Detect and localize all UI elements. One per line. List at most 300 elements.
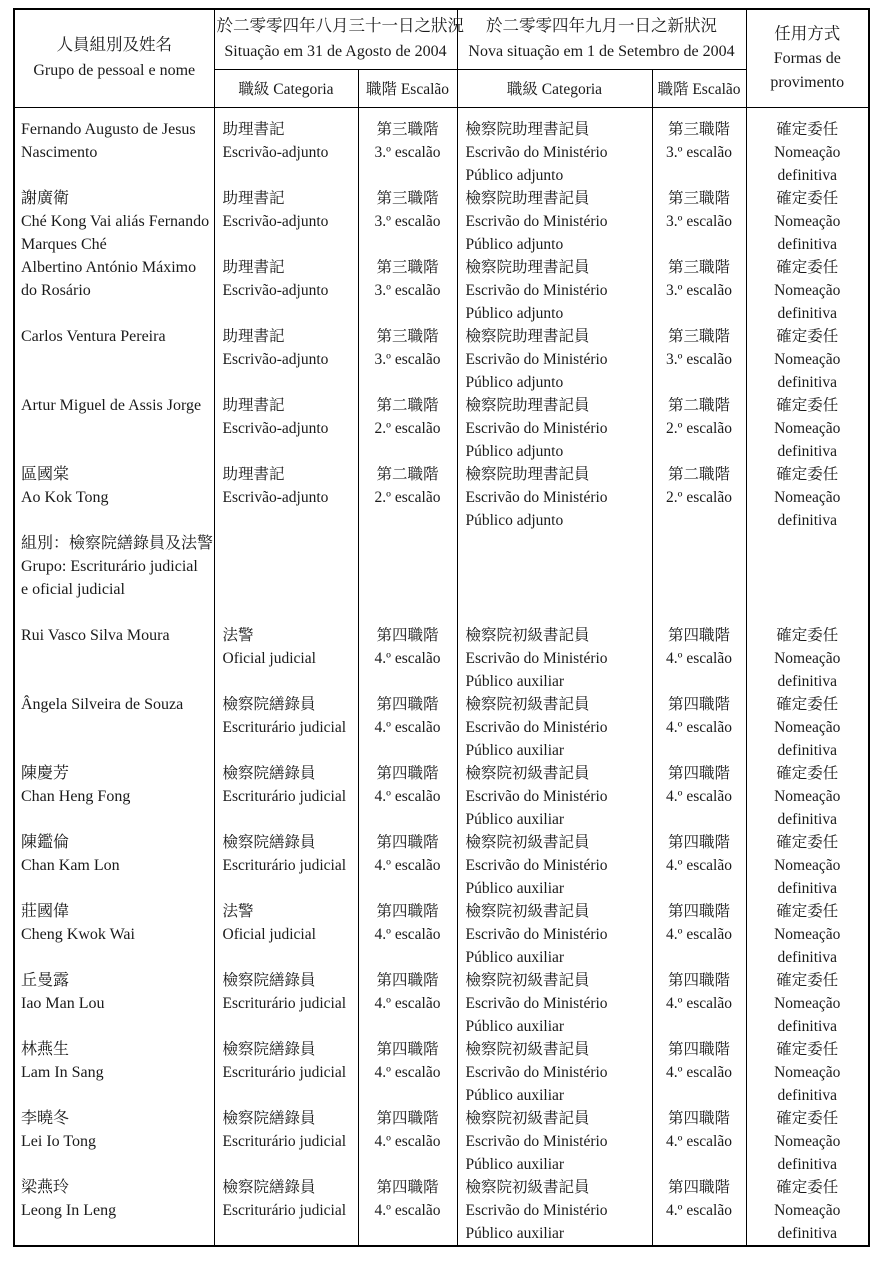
cell-line: 第四職階 (667, 1178, 730, 1196)
cell-line: 4.º escalão (374, 1132, 441, 1150)
cell-line: 4.º escalão (666, 649, 732, 667)
cell-line: 組別：檢察院繕錄員及法警 (21, 534, 214, 552)
cell-line: definitiva (777, 166, 837, 184)
cell-line: 第三職階 (376, 327, 439, 345)
cell-line: 4.º escalão (374, 856, 441, 874)
cell-line: Escrivão-adjunto (222, 143, 329, 161)
cell-line: Ao Kok Tong (21, 488, 109, 506)
formas-cell (746, 624, 869, 693)
cell-line: 3.º escalão (374, 281, 441, 299)
cell-line: 2.º escalão (374, 419, 441, 437)
cell-line: Leong In Leng (21, 1201, 117, 1219)
cell-line: Oficial judicial (222, 649, 316, 667)
table-row (14, 831, 869, 900)
cell-line: 3.º escalão (374, 143, 441, 161)
cell-line: 確定委任 (776, 764, 839, 782)
cell-line: 檢察院繕錄員 (222, 695, 316, 713)
cell-line: 確定委任 (776, 833, 839, 851)
cell-line: Público adjunto (465, 442, 564, 460)
header-old-situation-pt: Situação em 31 de Agosto de 2004 (224, 43, 447, 61)
table-row (14, 187, 869, 256)
cell-line: definitiva (777, 1224, 837, 1242)
cell-line: 檢察院初級書記員 (465, 695, 590, 713)
cell-line: Chan Heng Fong (21, 787, 131, 805)
cell-line: 檢察院初級書記員 (465, 764, 590, 782)
new-escalao-cell (652, 463, 746, 532)
cell-line: 4.º escalão (666, 1201, 732, 1219)
name-cell (14, 256, 214, 325)
cell-line: Carlos Ventura Pereira (21, 327, 166, 345)
cell-line: Ângela Silveira de Souza (21, 695, 184, 713)
cell-line: 確定委任 (776, 189, 839, 207)
cell-line: Escrivão do Ministério (465, 1201, 608, 1219)
cell-line: 第四職階 (667, 902, 730, 920)
cell-line: 4.º escalão (374, 718, 441, 736)
cell-line: 第四職階 (376, 1178, 439, 1196)
name-cell (14, 325, 214, 394)
new-categoria-cell (457, 325, 652, 394)
name-cell (14, 532, 214, 624)
cell-line: 第二職階 (376, 396, 439, 414)
cell-line: 第四職階 (376, 1040, 439, 1058)
old-escalao-cell (358, 762, 457, 831)
table-row (14, 624, 869, 693)
cell-line: 4.º escalão (374, 649, 441, 667)
cell-line: 助理書記 (222, 327, 285, 345)
cell-line: Público adjunto (465, 304, 564, 322)
table-row (14, 107, 869, 187)
header-new-situation-zh: 於二零零四年九月一日之新狀況 (486, 16, 717, 36)
cell-line: 第四職階 (667, 626, 730, 644)
formas-cell (746, 187, 869, 256)
old-categoria-cell (214, 532, 358, 624)
cell-line: Escrivão do Ministério (465, 1132, 608, 1150)
new-categoria-cell (457, 463, 652, 532)
cell-line: Nomeação (774, 1201, 841, 1219)
cell-line: Lam In Sang (21, 1063, 104, 1081)
cell-line: 檢察院初級書記員 (465, 971, 590, 989)
cell-line: Nomeação (774, 419, 841, 437)
old-escalao-cell (358, 1176, 457, 1246)
cell-line: Escriturário judicial (222, 718, 347, 736)
formas-cell (746, 1176, 869, 1246)
old-escalao-cell (358, 1038, 457, 1107)
cell-line: Público auxiliar (465, 1017, 565, 1035)
cell-line: definitiva (777, 1017, 837, 1035)
cell-line: 檢察院初級書記員 (465, 1109, 590, 1127)
formas-cell (746, 325, 869, 394)
cell-line: Escrivão do Ministério (465, 419, 608, 437)
cell-line: Nomeação (774, 787, 841, 805)
cell-line: 4.º escalão (374, 925, 441, 943)
header-old-situation-zh: 於二零零四年八月三十一日之狀況 (216, 16, 464, 36)
new-categoria-cell (457, 256, 652, 325)
cell-line: 第三職階 (667, 258, 730, 276)
cell-line: 4.º escalão (666, 1063, 732, 1081)
cell-line: Nomeação (774, 718, 841, 736)
cell-line: Nomeação (774, 1063, 841, 1081)
cell-line: Nomeação (774, 281, 841, 299)
cell-line: definitiva (777, 304, 837, 322)
new-categoria-cell (457, 900, 652, 969)
cell-line: Público auxiliar (465, 1155, 565, 1173)
cell-line: 第三職階 (667, 120, 730, 138)
cell-line: 3.º escalão (374, 350, 441, 368)
cell-line: 確定委任 (776, 120, 839, 138)
subheader-new-categoria: 職級 Categoria (457, 69, 652, 107)
cell-line: 林燕生 (21, 1040, 70, 1058)
cell-line: 檢察院助理書記員 (465, 396, 590, 414)
old-escalao-cell (358, 969, 457, 1038)
cell-line: 第四職階 (376, 626, 439, 644)
cell-line: 第四職階 (376, 971, 439, 989)
name-cell (14, 187, 214, 256)
table-row (14, 325, 869, 394)
cell-line: 檢察院繕錄員 (222, 1178, 316, 1196)
formas-cell (746, 107, 869, 187)
new-categoria-cell (457, 762, 652, 831)
cell-line: 第四職階 (667, 695, 730, 713)
cell-line: Público auxiliar (465, 879, 565, 897)
header-formas-zh: 任用方式 (774, 24, 841, 44)
cell-line: do Rosário (21, 281, 91, 299)
cell-line: 4.º escalão (666, 925, 732, 943)
cell-line: Escrivão do Ministério (465, 143, 608, 161)
cell-line: Público auxiliar (465, 741, 565, 759)
cell-line: 陳鑑倫 (21, 833, 70, 851)
cell-line: 助理書記 (222, 258, 285, 276)
cell-line: 檢察院初級書記員 (465, 833, 590, 851)
cell-line: Ché Kong Vai aliás Fernando (21, 212, 210, 230)
cell-line: 第二職階 (376, 465, 439, 483)
cell-line: Público auxiliar (465, 1224, 565, 1242)
cell-line: 第三職階 (667, 189, 730, 207)
cell-line: Albertino António Máximo (21, 258, 197, 276)
cell-line: Escrivão do Ministério (465, 281, 608, 299)
old-escalao-cell (358, 394, 457, 463)
cell-line: 檢察院繕錄員 (222, 833, 316, 851)
cell-line: definitiva (777, 948, 837, 966)
old-escalao-cell (358, 831, 457, 900)
cell-line: Escriturário judicial (222, 856, 347, 874)
header-new-situation (457, 9, 746, 69)
old-categoria-cell (214, 1038, 358, 1107)
cell-line: 確定委任 (776, 396, 839, 414)
cell-line: 莊國偉 (21, 902, 70, 920)
old-categoria-cell (214, 969, 358, 1038)
cell-line: 4.º escalão (374, 1063, 441, 1081)
new-escalao-cell (652, 1107, 746, 1176)
cell-line: definitiva (777, 810, 837, 828)
new-categoria-cell (457, 831, 652, 900)
old-categoria-cell (214, 1107, 358, 1176)
cell-line: Lei Io Tong (21, 1132, 97, 1150)
new-escalao-cell (652, 394, 746, 463)
new-escalao-cell (652, 762, 746, 831)
cell-line: 2.º escalão (666, 488, 732, 506)
cell-line: 檢察院初級書記員 (465, 626, 590, 644)
old-escalao-cell (358, 256, 457, 325)
cell-line: 4.º escalão (666, 1132, 732, 1150)
cell-line: 法警 (222, 626, 254, 644)
old-escalao-cell (358, 107, 457, 187)
cell-line: 助理書記 (222, 189, 285, 207)
table-row (14, 900, 869, 969)
formas-cell (746, 1107, 869, 1176)
cell-line: 檢察院助理書記員 (465, 465, 590, 483)
new-escalao-cell (652, 325, 746, 394)
cell-line: 3.º escalão (666, 350, 732, 368)
cell-line: Cheng Kwok Wai (21, 925, 135, 943)
cell-line: Público auxiliar (465, 1086, 565, 1104)
cell-line: Público adjunto (465, 235, 564, 253)
name-cell (14, 969, 214, 1038)
cell-line: 檢察院初級書記員 (465, 1040, 590, 1058)
new-escalao-cell (652, 693, 746, 762)
cell-line: 檢察院助理書記員 (465, 189, 590, 207)
cell-line: 第四職階 (376, 1109, 439, 1127)
cell-line: Escriturário judicial (222, 994, 347, 1012)
cell-line: Chan Kam Lon (21, 856, 120, 874)
cell-line: 確定委任 (776, 1040, 839, 1058)
cell-line: 檢察院初級書記員 (465, 902, 590, 920)
old-categoria-cell (214, 624, 358, 693)
cell-line: 檢察院助理書記員 (465, 327, 590, 345)
cell-line: 4.º escalão (666, 787, 732, 805)
old-escalao-cell (358, 1107, 457, 1176)
cell-line: 2.º escalão (374, 488, 441, 506)
table-row (14, 1176, 869, 1246)
cell-line: Escrivão do Ministério (465, 994, 608, 1012)
cell-line: 第四職階 (667, 1040, 730, 1058)
cell-line: Artur Miguel de Assis Jorge (21, 396, 202, 414)
cell-line: Oficial judicial (222, 925, 316, 943)
cell-line: 2.º escalão (666, 419, 732, 437)
cell-line: definitiva (777, 741, 837, 759)
name-cell (14, 831, 214, 900)
new-categoria-cell (457, 187, 652, 256)
new-categoria-cell (457, 532, 652, 624)
cell-line: 4.º escalão (666, 856, 732, 874)
new-escalao-cell (652, 831, 746, 900)
cell-line: 助理書記 (222, 120, 285, 138)
cell-line: 檢察院繕錄員 (222, 764, 316, 782)
cell-line: 檢察院初級書記員 (465, 1178, 590, 1196)
cell-line: 李曉冬 (21, 1109, 70, 1127)
header-name-column (14, 9, 214, 107)
table-row (14, 1038, 869, 1107)
name-cell (14, 394, 214, 463)
cell-line: 第三職階 (376, 258, 439, 276)
old-categoria-cell (214, 394, 358, 463)
table-row (14, 256, 869, 325)
cell-line: Escrivão do Ministério (465, 350, 608, 368)
cell-line: 助理書記 (222, 396, 285, 414)
cell-line: Iao Man Lou (21, 994, 105, 1012)
formas-cell (746, 900, 869, 969)
cell-line: 4.º escalão (374, 1201, 441, 1219)
formas-cell (746, 1038, 869, 1107)
header-old-situation (214, 9, 464, 69)
cell-line: definitiva (777, 1086, 837, 1104)
cell-line: definitiva (777, 442, 837, 460)
new-categoria-cell (457, 394, 652, 463)
new-escalao-cell (652, 900, 746, 969)
cell-line: 第四職階 (667, 971, 730, 989)
header-formas-pt2: provimento (770, 74, 845, 92)
cell-line: Rui Vasco Silva Moura (21, 626, 170, 644)
new-escalao-cell (652, 187, 746, 256)
old-escalao-cell (358, 900, 457, 969)
header-name-pt: Grupo de pessoal e nome (33, 62, 196, 80)
cell-line: Escrivão do Ministério (465, 856, 608, 874)
cell-line: Público auxiliar (465, 948, 565, 966)
subheader-old-categoria: 職級 Categoria (214, 69, 358, 107)
cell-line: 第三職階 (376, 120, 439, 138)
subheader-new-escalao: 職階 Escalão (652, 69, 746, 107)
name-cell (14, 463, 214, 532)
cell-line: Escrivão-adjunto (222, 419, 329, 437)
formas-cell (746, 463, 869, 532)
cell-line: Escriturário judicial (222, 1201, 347, 1219)
old-categoria-cell (214, 107, 358, 187)
table-row (14, 394, 869, 463)
new-categoria-cell (457, 693, 652, 762)
cell-line: 第四職階 (376, 764, 439, 782)
formas-cell (746, 969, 869, 1038)
cell-line: definitiva (777, 1155, 837, 1173)
cell-line: definitiva (777, 511, 837, 529)
cell-line: 法警 (222, 902, 254, 920)
cell-line: Escrivão do Ministério (465, 649, 608, 667)
cell-line: Escriturário judicial (222, 1063, 347, 1081)
cell-line: definitiva (777, 235, 837, 253)
cell-line: 確定委任 (776, 971, 839, 989)
cell-line: Público adjunto (465, 166, 564, 184)
cell-line: Escriturário judicial (222, 787, 347, 805)
table-row (14, 463, 869, 532)
subheader-old-escalao: 職階 Escalão (358, 69, 457, 107)
cell-line: 檢察院助理書記員 (465, 258, 590, 276)
cell-line: 第四職階 (667, 764, 730, 782)
cell-line: Nomeação (774, 212, 841, 230)
cell-line: definitiva (777, 879, 837, 897)
table-header (14, 9, 869, 107)
cell-line: Nomeação (774, 649, 841, 667)
cell-line: 3.º escalão (666, 143, 732, 161)
cell-line: Nomeação (774, 994, 841, 1012)
old-categoria-cell (214, 187, 358, 256)
new-categoria-cell (457, 969, 652, 1038)
cell-line: Público adjunto (465, 373, 564, 391)
cell-line: 陳慶芳 (21, 764, 70, 782)
cell-line: 丘曼露 (21, 971, 70, 989)
old-escalao-cell (358, 624, 457, 693)
cell-line: Escrivão-adjunto (222, 212, 329, 230)
formas-cell (746, 532, 869, 624)
cell-line: Escrivão-adjunto (222, 281, 329, 299)
cell-line: 助理書記 (222, 465, 285, 483)
header-name-zh: 人員組別及姓名 (56, 35, 172, 55)
cell-line: 謝廣衛 (21, 189, 70, 207)
cell-line: Marques Ché (21, 235, 107, 253)
cell-line: 第四職階 (376, 902, 439, 920)
old-categoria-cell (214, 1176, 358, 1246)
cell-line: Escrivão do Ministério (465, 718, 608, 736)
old-escalao-cell (358, 532, 457, 624)
cell-line: Escriturário judicial (222, 1132, 347, 1150)
old-categoria-cell (214, 831, 358, 900)
cell-line: definitiva (777, 373, 837, 391)
table-body (14, 107, 869, 1246)
old-categoria-cell (214, 762, 358, 831)
old-escalao-cell (358, 693, 457, 762)
cell-line: 確定委任 (776, 695, 839, 713)
cell-line: 4.º escalão (666, 994, 732, 1012)
formas-cell (746, 693, 869, 762)
name-cell (14, 900, 214, 969)
old-categoria-cell (214, 256, 358, 325)
new-escalao-cell (652, 624, 746, 693)
cell-line: 確定委任 (776, 1109, 839, 1127)
name-cell (14, 693, 214, 762)
cell-line: Escrivão-adjunto (222, 350, 329, 368)
name-cell (14, 107, 214, 187)
cell-line: 第三職階 (376, 189, 439, 207)
table-row (14, 762, 869, 831)
cell-line: Escrivão do Ministério (465, 925, 608, 943)
cell-line: 第四職階 (376, 695, 439, 713)
cell-line: definitiva (777, 672, 837, 690)
table-row (14, 693, 869, 762)
cell-line: Público adjunto (465, 511, 564, 529)
cell-line: 檢察院繕錄員 (222, 971, 316, 989)
cell-line: Público auxiliar (465, 672, 565, 690)
cell-line: Fernando Augusto de Jesus (21, 120, 196, 138)
cell-line: 第三職階 (667, 327, 730, 345)
cell-line: Escrivão-adjunto (222, 488, 329, 506)
name-cell (14, 762, 214, 831)
cell-line: 第二職階 (667, 465, 730, 483)
cell-line: 區國棠 (21, 465, 70, 483)
cell-line: Nomeação (774, 1132, 841, 1150)
cell-line: 確定委任 (776, 465, 839, 483)
cell-line: Escrivão do Ministério (465, 488, 608, 506)
group-header-row (14, 532, 869, 624)
header-formas-pt1: Formas de (773, 50, 841, 68)
new-escalao-cell (652, 969, 746, 1038)
name-cell (14, 1176, 214, 1246)
cell-line: 第二職階 (667, 396, 730, 414)
cell-line: 檢察院繕錄員 (222, 1109, 316, 1127)
old-escalao-cell (358, 325, 457, 394)
cell-line: 梁燕玲 (21, 1178, 70, 1196)
old-categoria-cell (214, 693, 358, 762)
cell-line: e oficial judicial (21, 580, 125, 598)
cell-line: Nomeação (774, 488, 841, 506)
cell-line: Nascimento (21, 143, 98, 161)
cell-line: 第四職階 (667, 833, 730, 851)
cell-line: 第四職階 (667, 1109, 730, 1127)
cell-line: 4.º escalão (374, 787, 441, 805)
formas-cell (746, 256, 869, 325)
personnel-table (13, 8, 870, 1247)
new-escalao-cell (652, 107, 746, 187)
cell-line: Escrivão do Ministério (465, 787, 608, 805)
cell-line: 3.º escalão (666, 212, 732, 230)
new-categoria-cell (457, 1038, 652, 1107)
cell-line: 4.º escalão (374, 994, 441, 1012)
